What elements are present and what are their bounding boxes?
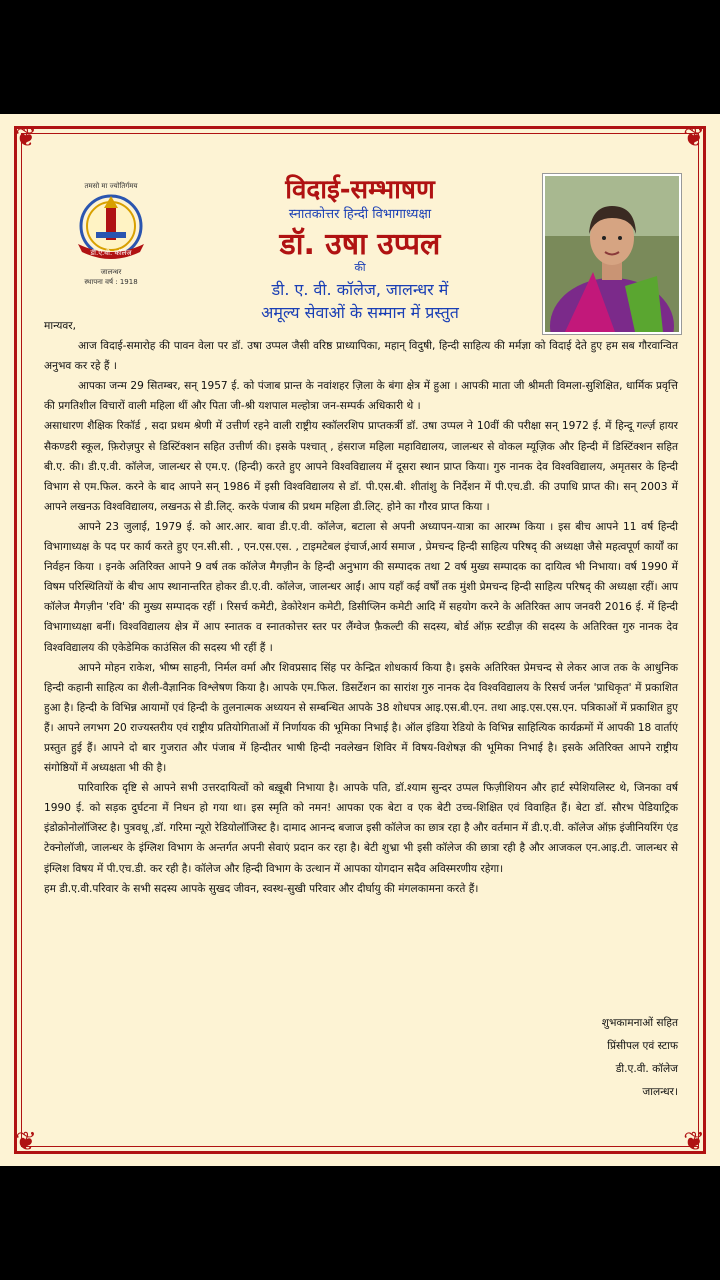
letter-body <box>44 316 678 899</box>
corner-ornament-icon: ❦ <box>15 1127 37 1157</box>
portrait-image-icon <box>545 176 679 332</box>
signature-line: शुभकामनाओं सहित <box>601 1017 678 1029</box>
signature-line: प्रिंसीपल एवं स्टाफ <box>607 1040 678 1052</box>
signature-line: जालन्धर। <box>642 1086 678 1098</box>
corner-ornament-icon: ❦ <box>15 123 37 153</box>
logo-banner: डी.ए.वी. कॉलेज <box>90 249 132 257</box>
document-sheet <box>0 114 720 1166</box>
paragraph: असाधारण शैक्षिक रिकॉर्ड , सदा प्रथम श्रेणी में उत्तीर्ण रहने वाली राष्ट्रीय स्कॉलरशिप प्राप्तकर्त्री डॉ. उषा उप्पल ने 10वीं की परीक्षा सन् 1972 ई. में हिन्दू गर्ल्ज़ हायर सैकण्डरी स्कूल, फ़िरोज़पुर से डिस्टिंक्शन सहित उत्तीर्ण की। इसके पश्चात् , हंसराज महिला महाविद्यालय, जालन्धर से वोकल म्यूज़िक और हिन्दी में डिस्टिंक्शन सहित बी.ए. की। डी.ए.वी. कॉलेज, जालन्धर से एम.ए. (हिन्दी) करते हुए आपने विश्वविद्यालय में दूसरा स्थान प्राप्त किया। गुरु नानक देव विश्वविद्यालय, अमृतसर के हिन्दी विभाग से एम.फिल. करने के बाद आपने सन् 1986 में इसी विश्वविद्यालय से डॉ. पी.एस.बी. शीतांशु के निर्देशन में पी.एच.डी. की उपाधि प्राप्त की। सन् 2003 में आपने लखनऊ विश्वविद्यालय, लखनऊ से डी.लिट्. करके पंजाब की प्रथम महिला डी.लिट्. होने का गौरव प्राप्त किया । <box>44 420 679 513</box>
paragraph: हम डी.ए.वी.परिवार के सभी सदस्य आपके सुखद जीवन, स्वस्थ-सुखी परिवार और दीर्घायु की मंगलकामना करते हैं। <box>44 882 479 895</box>
paragraph: पारिवारिक दृष्टि से आपने सभी उत्तरदायित्वों को बख़ूबी निभाया है। आपके पति, डॉ.श्याम सुन्दर उप्पल फिज़ीशियन और हार्ट स्पेशियलिस्ट थे, जिनका वर्ष 1990 ई. को सड़क दुर्घटना में निधन हो गया था। इस स्मृति को नमन! आपका एक बेटा व एक बेटी उच्च-शिक्षित एवं विवाहित हैं। बेटा डॉ. सौरभ पेडियाट्रिक इंडोक्रोनोलॉजिस्ट है। पुत्रवधू ,डॉ. गरिमा न्यूरो रेडियोलॉजिस्ट है। दामाद आनन्द बजाज इसी कॉलेज का छात्र रहा है और वर्तमान में डी.ए.वी. कॉलेज ऑफ़ इंजीनियरिंग एंड टेक्नोलॉजी, जालन्धर के इंग्लिश विभाग के अन्तर्गत अपनी सेवाएं प्रदान कर रहा है। बेटी शुभ्रा भी इसी कॉलेज की छात्रा रही है और आजकल एन.आइ.टी. जालन्धर से इंग्लिश विषय में पी.एच.डी. कर रही है। कॉलेज और हिन्दी विभाग के उत्थान में आपका योगदान सदैव अविस्मरणीय रहेगा। <box>44 782 678 875</box>
logo-motto: तमसो मा ज्योतिर्गमय <box>84 182 138 190</box>
paragraph: आपका जन्म 29 सितम्बर, सन् 1957 ई. को पंजाब प्रान्त के नवांशहर ज़िला के बंगा क्षेत्र में हुआ । आपकी माता जी श्रीमती विमला-सुशिक्षित, धार्मिक प्रवृत्ति की प्रगतिशील विचारों वाली महिला थीं और पिता जी-श्री यशपाल मल्होत्रा जन-सम्पर्क अधिकारी थे । <box>44 380 678 413</box>
signature-block <box>602 1012 678 1104</box>
corner-ornament-icon: ❦ <box>683 123 705 153</box>
logo-place: जालन्धर <box>100 268 122 276</box>
honoree-photo <box>543 174 681 334</box>
college-logo <box>66 182 156 292</box>
college-line: डी. ए. वी. कॉलेज, जालन्धर में <box>271 280 449 299</box>
page-title: विदाई-सम्भाषण <box>285 175 435 205</box>
dedication-line: अमूल्य सेवाओं के सम्मान में प्रस्तुत <box>261 303 459 322</box>
connector-text: की <box>354 261 366 274</box>
designation: स्नातकोत्तर हिन्दी विभागाध्यक्षा <box>288 207 432 222</box>
college-emblem-icon <box>66 182 156 268</box>
logo-established: स्थापना वर्ष : 1918 <box>84 278 138 286</box>
paragraph: आज विदाई-समारोह की पावन वेला पर डॉ. उषा उप्पल जैसी वरिष्ठ प्राध्यापिका, महान् विदुषी, हिन्दी साहित्य की मर्मज्ञा को विदाई देते हुए हम सब गौरवान्वित अनुभव कर रहे हैं । <box>44 340 678 373</box>
signature-line: डी.ए.वी. कॉलेज <box>615 1063 678 1075</box>
paragraph: आपने मोहन राकेश, भीष्म साहनी, निर्मल वर्मा और शिवप्रसाद सिंह पर केन्द्रित शोधकार्य किया है। इसके अतिरिक्त प्रेमचन्द से लेकर आज तक के आधुनिक हिन्दी कहानी साहित्य का शैली-वैज्ञानिक विश्लेषण किया है। आपके एम.फिल. डिसर्टेशन का सारांश गुरु नानक देव विश्वविद्यालय के रिसर्च जर्नल 'प्राधिकृत' में प्रकाशित हुआ है। हिन्दी के विभिन्न आयामों एवं हिन्दी के तुलनात्मक अध्ययन से सम्बन्धित आपके 38 शोधपत्र आइ.एस.बी.एन. तथा आइ.एस.एस.एन. पत्रिकाओं में प्रकाशित हुए हैं। आपने लगभग 20 राज्यस्तरीय एवं राष्ट्रीय प्रतियोगिताओं में निर्णायक की भूमिका निभाई है। ऑल इंडिया रेडियो के विभिन्न साहित्यिक कार्यक्रमों में आपकी 18 वार्ताएं प्रस्तुत हुई हैं। आपने दो बार गुजरात और पंजाब में हिन्दीतर भाषी हिन्दी नवलेखन शिविर में विषय-विशेषज्ञ की भूमिका निभाई है। इसके अतिरिक्त आपने राष्ट्रीय संगोष्ठियों में अध्यक्षता भी की है। <box>44 661 678 775</box>
honoree-name: डॉ. उषा उप्पल <box>279 227 441 262</box>
corner-ornament-icon: ❦ <box>683 1127 705 1157</box>
paragraph: आपने 23 जुलाई, 1979 ई. को आर.आर. बावा डी.ए.वी. कॉलेज, बटाला से अपनी अध्यापन-यात्रा का आरम्भ किया । इस बीच आपने 11 वर्ष हिन्दी विभागाध्यक्ष के पद पर कार्य करते हुए एन.सी.सी. , एन.एस.एस. , टाइमटेबल इंचार्ज,आर्य समाज , प्रेमचन्द हिन्दी साहित्य परिषद् की अध्यक्षा जैसे महत्वपूर्ण कार्यों का निर्वहन किया । इनके अतिरिक्त आपने 9 वर्ष तक कॉलेज मैगज़ीन के हिन्दी अनुभाग की सम्पादक तथा 2 वर्ष मुख्य सम्पादक का दायित्व भी निभाया। वर्ष 1990 में विषम परिस्थितियों के बीच आप स्थानान्तरित होकर डी.ए.वी. कॉलेज, जालन्धर आईं। आप यहाँ कई वर्षों तक मुंशी प्रेमचन्द हिन्दी साहित्य परिषद् की अध्यक्षा रहीं। आप कॉलेज मैगज़ीन 'रवि' की मुख्य सम्पादक रहीं । रिसर्च कमेटी, डेकोरेशन कमेटी, डिसीप्लिन कमेटी आदि में सहयोग करने के अतिरिक्त आप जनवरी 2016 ई. में हिन्दी विभागाध्यक्षा बनीं। विश्वविद्यालय क्षेत्र में आप स्नातक व स्नातकोत्तर स्तर पर लैंग्वेज फ़ैकल्टी की सदस्य, बोर्ड ऑफ़ स्टडीज़ की सदस्य के अतिरिक्त गुरु नानक देव विश्वविद्यालय की एकेडेमिक काउंसिल की सदस्य भी रहीं हैं । <box>44 520 678 654</box>
salutation: मान्यवर, <box>44 320 76 332</box>
